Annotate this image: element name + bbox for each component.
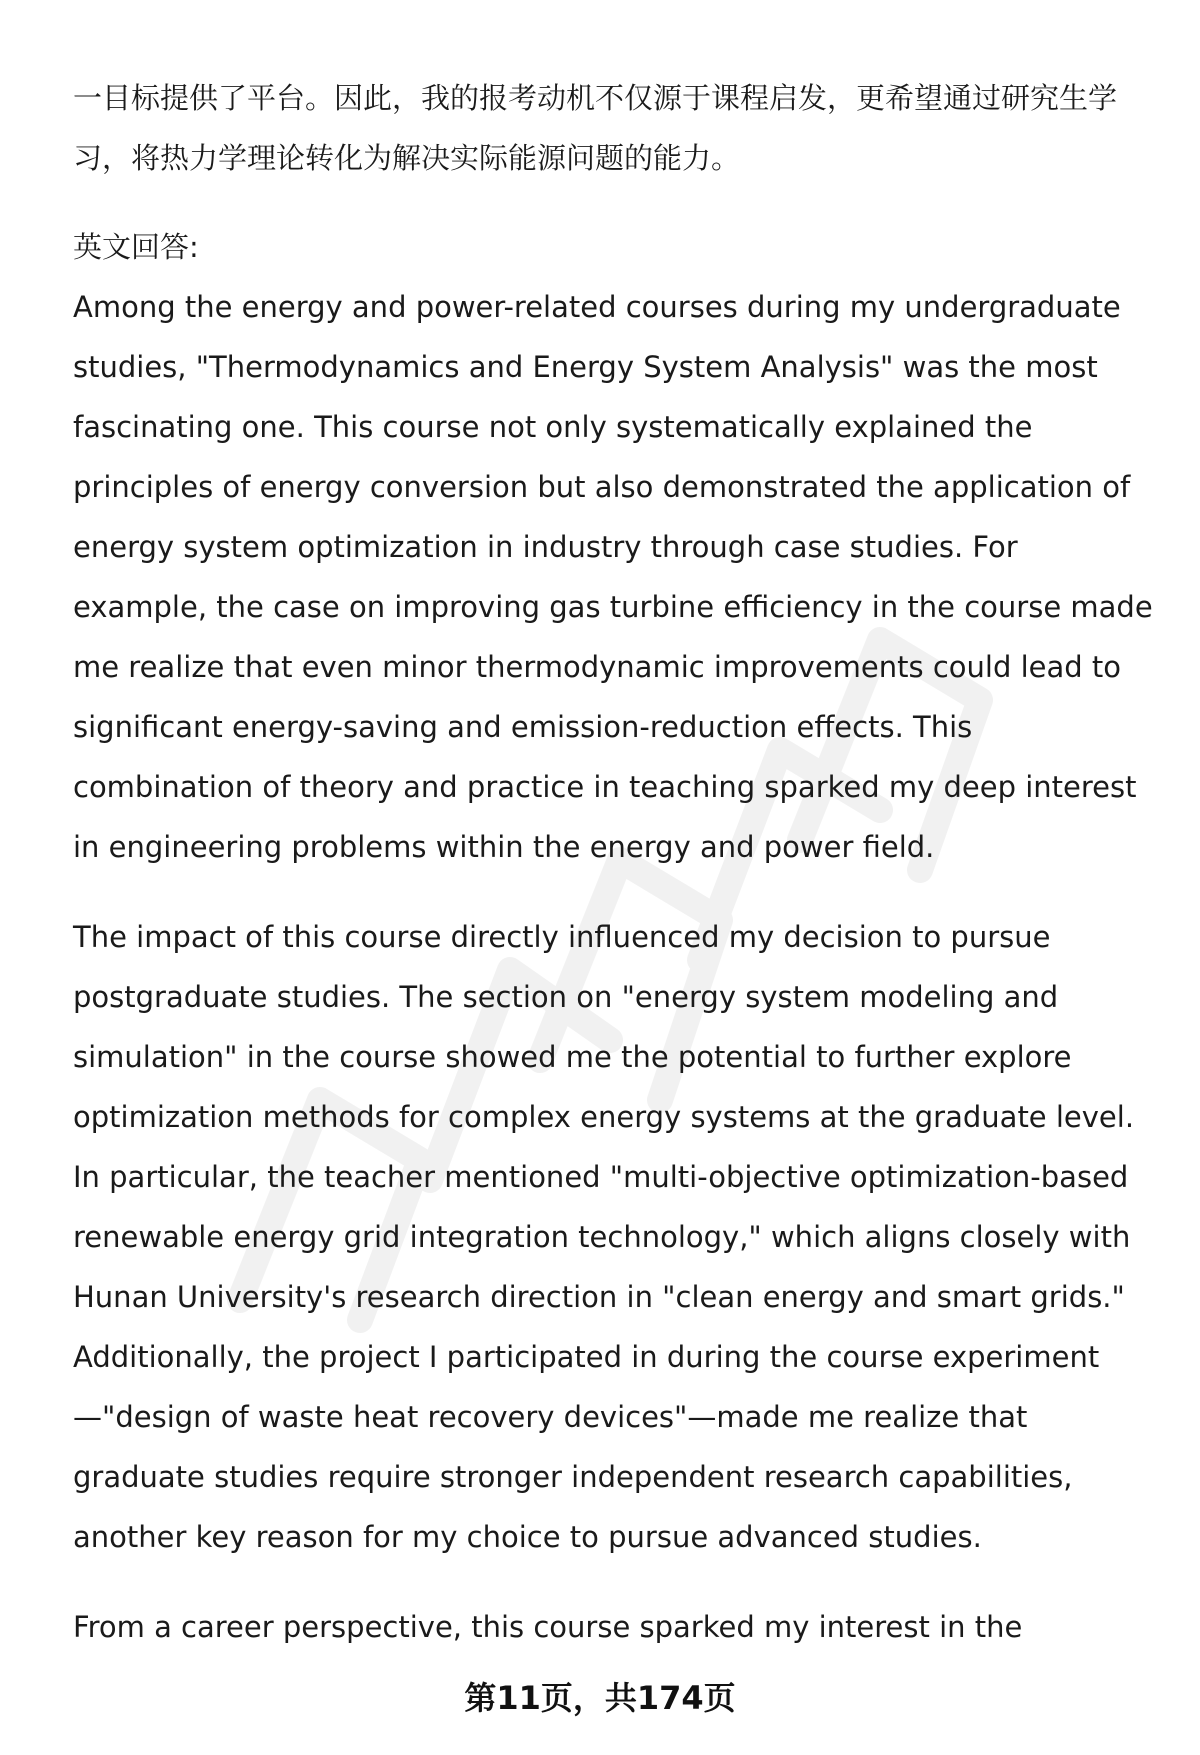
intro-paragraph: 一目标提供了平台。因此，我的报考动机不仅源于课程启发，更希望通过研究生学习，将热力学理论转化为解决实际能源问题的能力。 [73,81,1118,175]
paragraph-3: From a career perspective, this course sparked my interest in the [73,1610,1023,1644]
paragraph-2: The impact of this course directly influenced my decision to pursue postgraduate studies. The section on "energy system modeling and simulation" in the course showed me the potential to further explore optimization methods for complex energy systems at the graduate level. In particular, the teacher mentioned "multi-objective optimization-based renewable energy grid integration technology," which aligns closely with Hunan University's research direction in "clean energy and smart grids." Additionally, the project I participated in during the course experiment—"design of waste heat recovery devices"—made me realize that graduate studies require stronger independent research capabilities, another key reason for my choice to pursue advanced studies. [73,920,1135,1554]
page-number: 第11页，共174页 [464,1679,736,1717]
section-label-english-answer: 英文回答: [73,230,199,264]
paragraph-1: Among the energy and power-related courses during my undergraduate studies, "Thermodynamics and Energy System Analysis" was the most fascinating one. This course not only systematically explained the principles of energy conversion but also demonstrated the application of energy system optimization in industry through case studies. For example, the case on improving gas turbine efficiency in the course made me realize that even minor thermodynamic improvements could lead to significant energy-saving and emission-reduction effects. This combination of theory and practice in teaching sparked my deep interest in engineering problems within the energy and power field. [73,290,1153,864]
document-body [73,68,1158,1657]
